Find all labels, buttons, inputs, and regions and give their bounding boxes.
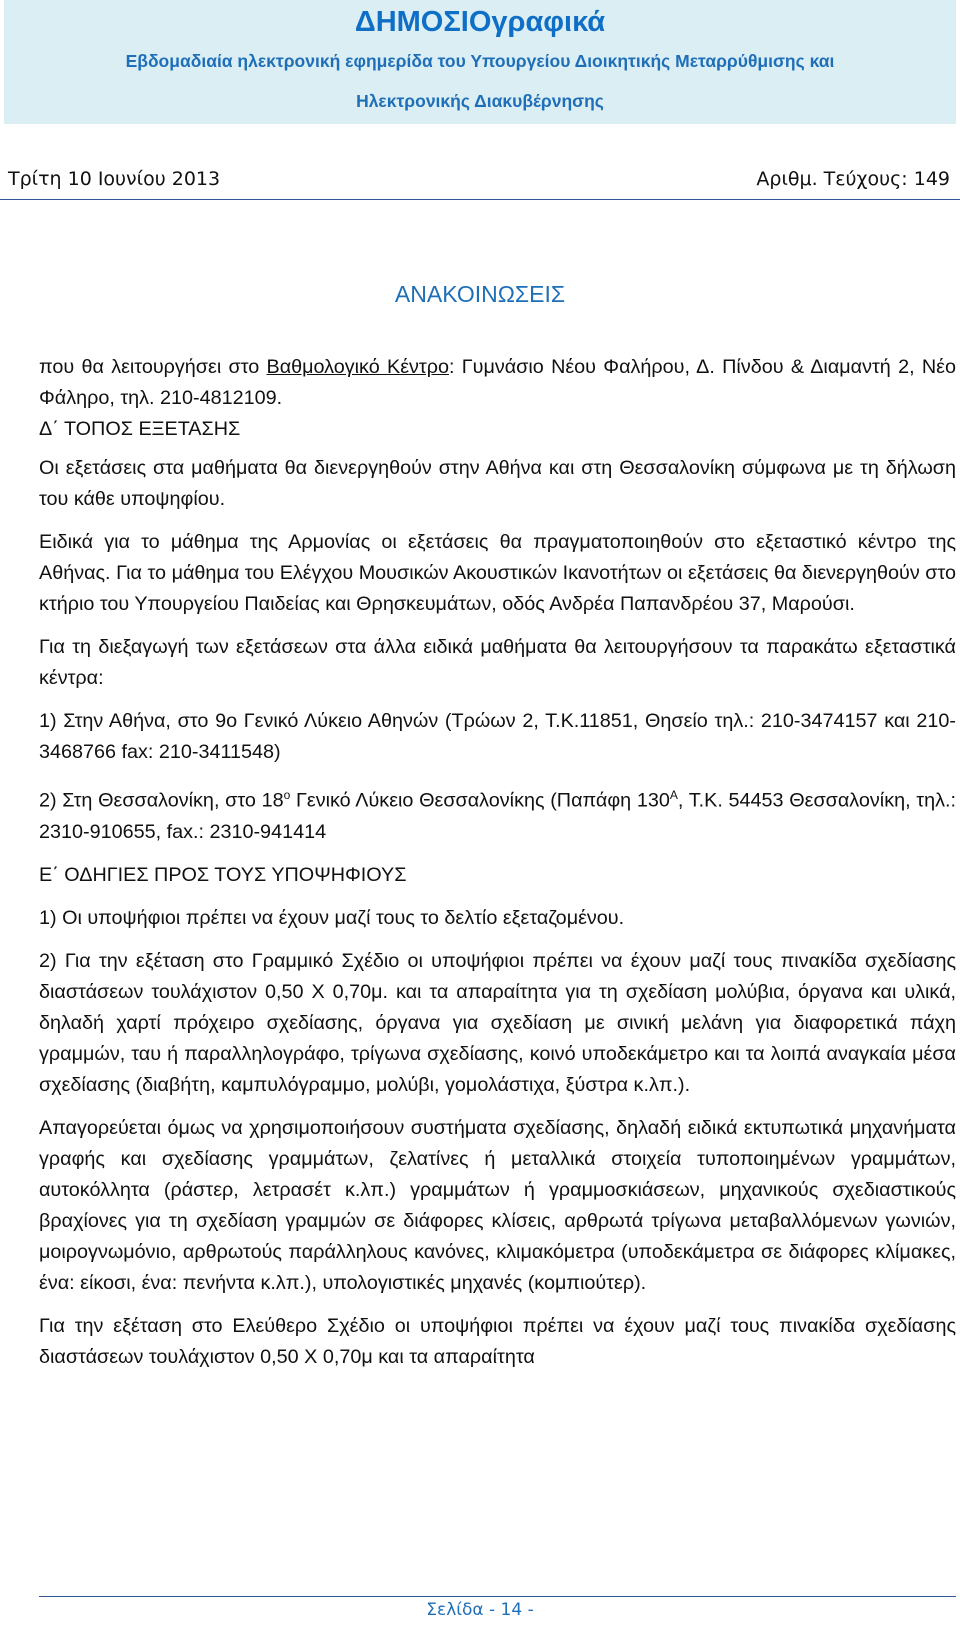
section-title: ΑΝΑΚΟΙΝΩΣΕΙΣ	[394, 281, 566, 307]
superscript: Α	[669, 788, 678, 802]
newspaper-subtitle-line1: Εβδομαδιαία ηλεκτρονική εφημερίδα του Υπουργείου Διοικητικής Μεταρρύθμισης και	[125, 51, 835, 71]
header-divider	[0, 199, 960, 200]
paragraph: Για τη διεξαγωγή των εξετάσεων στα άλλα ειδικά μαθήματα θα λειτουργήσουν τα παρακάτω εξεταστικά κέντρα:	[39, 636, 956, 689]
issue-date: Τρίτη 10 Ιουνίου 2013	[8, 168, 221, 190]
paragraph-text: : Γυμνάσιο Νέου Φαλήρου, Δ. Πίνδου & Διαμαντή 2, Νέο Φάληρο, τηλ. 210-4812109.	[39, 356, 956, 409]
paragraph: Για την εξέταση στο Ελεύθερο Σχέδιο οι υποψήφιοι πρέπει να έχουν μαζί τους πινακίδα σχεδίασης διαστάσεων τουλάχιστον 0,50 Χ 0,70μ και τα απαραίτητα	[39, 1314, 956, 1368]
paragraph: Απαγορεύεται όμως να χρησιμοποιήσουν συστήματα σχεδίασης, δηλαδή ειδικά εκτυπωτικά μηχανήματα γραφής και σχεδίασης γραμμάτων, ζελατίνες ή μεταλλικά στοιχεία τυποποιημένων γραμμάτων, αυτοκόλλητα (ράστερ, λετρασέτ κ.λπ.) γραμμάτων ή γραμμοσκιάσεων, μηχανικούς σχεδιαστικούς βραχίονες για τη σχεδίαση γραμμών σε διάφορες κλίσεις, αρθρωτά τρίγωνα μεταβαλλόμενων γωνιών, μοιρογνωμόνιο, αρθρωτούς παράλληλους κανόνες, κλιμακόμετρα (υποδεκάμετρα σε διάφορες κλίμακες, ένα: είκοσι, ένα: πενήντα κ.λπ.), υπολογιστικές μηχανές (κομπιούτερ).	[39, 1116, 956, 1294]
paragraph-text: , Τ.Κ. 54453 Θεσσαλονίκη, τηλ.: 2310-910655, fax.: 2310-941414	[39, 789, 956, 843]
paragraph	[39, 352, 956, 414]
list-item: 1) Στην Αθήνα, στο 9ο Γενικό Λύκειο Αθηνών (Τρώων 2, Τ.Κ.11851, Θησείο τηλ.: 210-3474157 και 210-3468766 fax: 210-3411548)	[39, 710, 956, 763]
masthead	[4, 0, 956, 124]
paragraph-text: Γενικό Λύκειο Θεσσαλονίκης (Παπάφη 130	[290, 789, 670, 812]
paragraph: Οι εξετάσεις στα μαθήματα θα διενεργηθούν στην Αθήνα και στη Θεσσαλονίκη σύμφωνα με τη δήλωση του κάθε υποψηφίου.	[39, 457, 956, 510]
page-number: Σελίδα - 14 -	[426, 1600, 534, 1620]
paragraph: Ειδικά για το μάθημα της Αρμονίας οι εξετάσεις θα πραγματοποιηθούν στο εξεταστικό κέντρο της Αθήνας. Για το μάθημα του Ελέγχου Μουσικών Ακουστικών Ικανοτήτων οι εξετάσεις θα διενεργηθούν στο κτήριο του Υπουργείου Παιδείας και Θρησκευμάτων, οδός Ανδρέα Παπανδρέου 37, Μαρούσι.	[39, 531, 956, 615]
paragraph-text: που θα λειτουργήσει στο	[39, 356, 267, 378]
list-item: 2) Για την εξέταση στο Γραμμικό Σχέδιο οι υποψήφιοι πρέπει να έχουν μαζί τους πινακίδα σχεδίασης διαστάσεων τουλάχιστον 0,50 Χ 0,70μ. και τα απαραίτητα για τη σχεδίαση μολύβια, όργανα και υλικά, δηλαδή χαρτί πρόχειρο σχεδίασης, όργανα για σχεδίαση με σινική μελάνη για διαφορετικά πάχη γραμμών, ταυ ή παραλληλογράφο, τρίγωνα σχεδίασης, κοινό υποδεκάμετρο και τα λοιπά αναγκαία μέσα σχεδίασης (διαβήτη, καμπυλόγραμμο, μολύβι, γομολάστιχα, ξύστρα κ.λπ.).	[39, 949, 956, 1096]
superscript: ο	[283, 788, 291, 802]
newspaper-title: ΔΗΜΟΣΙΟγραφικά	[354, 6, 606, 38]
issue-number: Αριθμ. Τεύχους: 149	[756, 168, 950, 190]
paragraph-text: 2) Στη Θεσσαλονίκη, στο 18	[39, 789, 284, 812]
list-item	[39, 780, 956, 848]
newspaper-subtitle-line2: Ηλεκτρονικής Διακυβέρνησης	[356, 91, 604, 111]
section-heading-e: Ε΄ ΟΔΗΓΙΕΣ ΠΡΟΣ ΤΟΥΣ ΥΠΟΨΗΦΙΟΥΣ	[39, 863, 407, 886]
issue-bar	[0, 168, 960, 198]
section-heading-d: Δ΄ ΤΟΠΟΣ ΕΞΕΤΑΣΗΣ	[39, 418, 241, 440]
grading-center-link[interactable]: Βαθμολογικό Κέντρο	[266, 356, 449, 378]
list-item: 1) Οι υποψήφιοι πρέπει να έχουν μαζί τους το δελτίο εξεταζομένου.	[39, 906, 625, 929]
article-body	[39, 352, 956, 1385]
footer-divider	[39, 1596, 956, 1597]
